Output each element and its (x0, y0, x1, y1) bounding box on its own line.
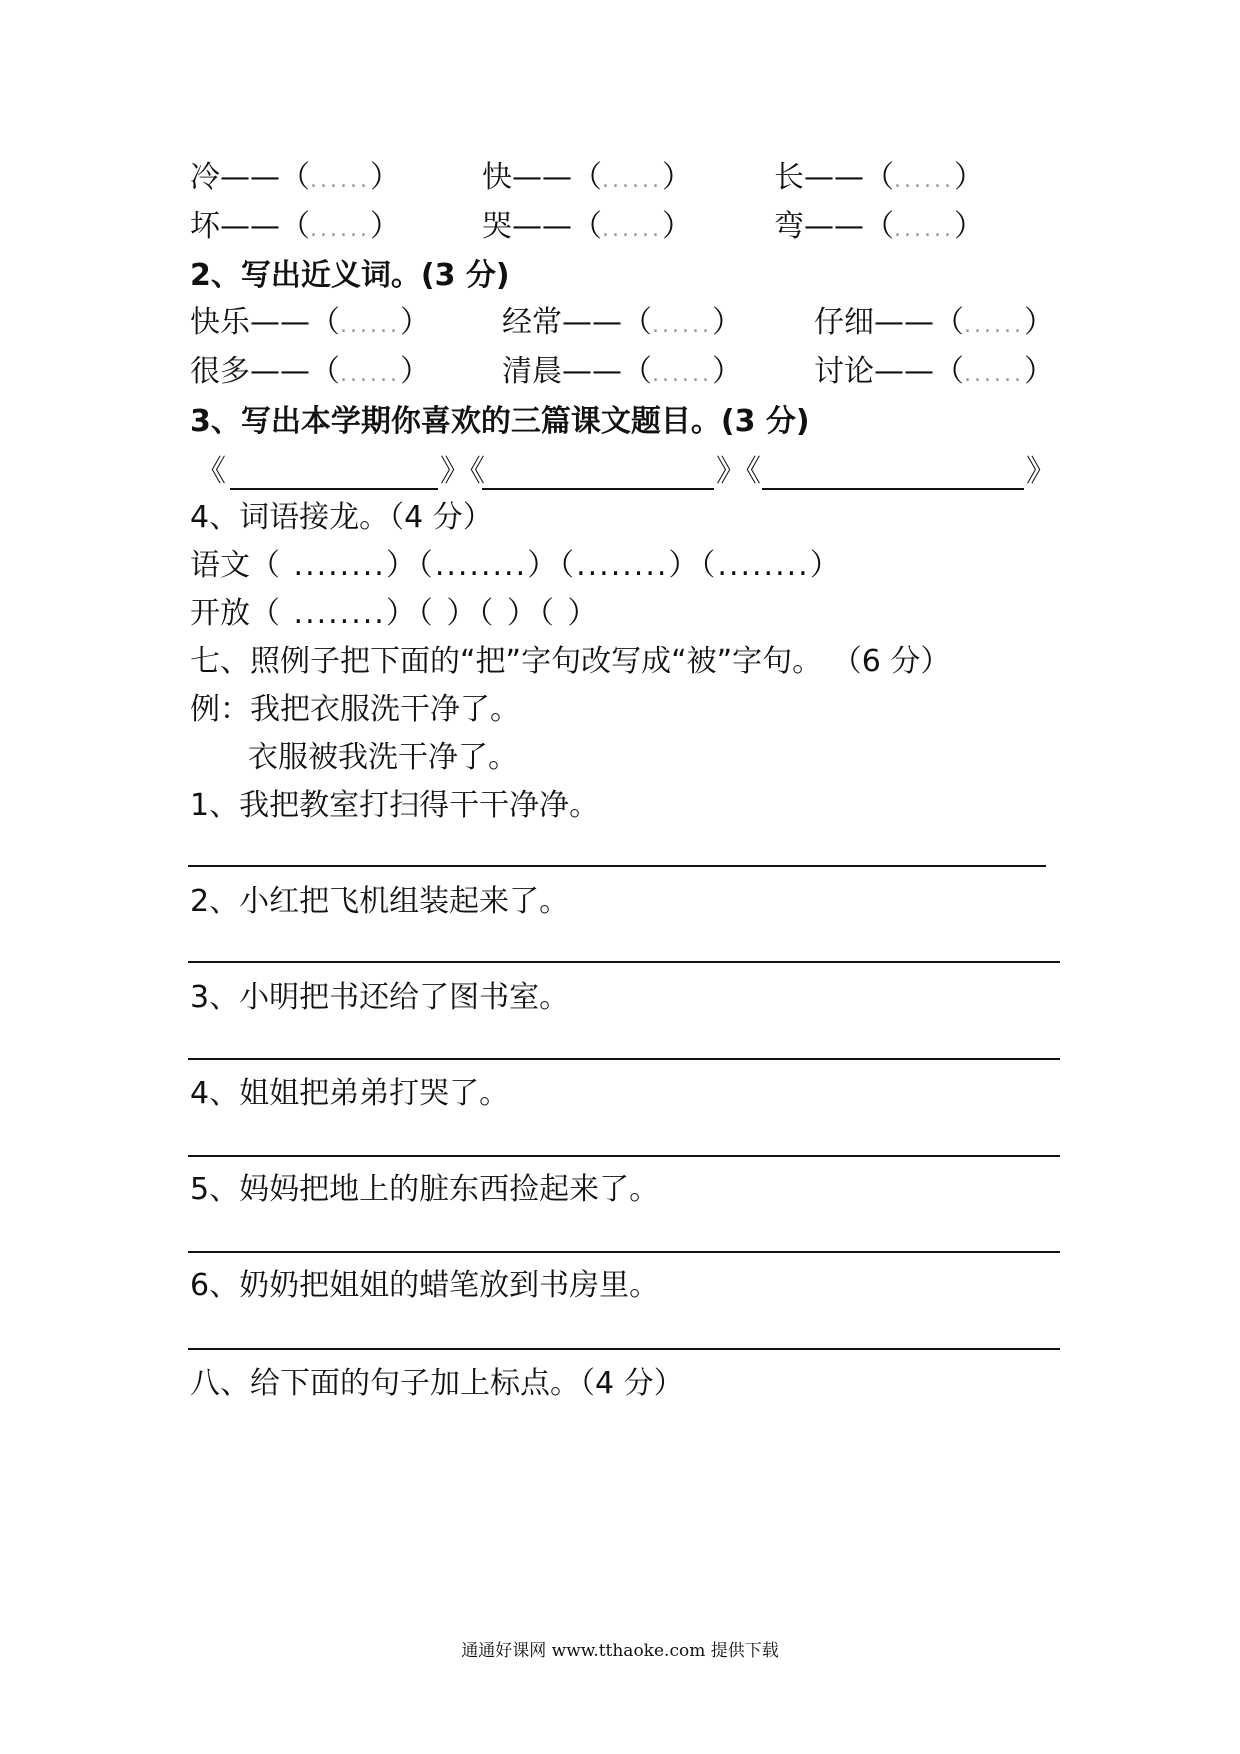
rewrite-item-1: 1、我把教室打扫得干干净净。 (190, 788, 600, 823)
chain-blanks: （ ........）（ ）（ ）（ ） (250, 596, 600, 631)
synonym-item (502, 352, 742, 395)
answer-line-1[interactable] (188, 865, 1046, 867)
book-mark-mid-1: 》《 (440, 454, 485, 489)
close-paren: ） (369, 209, 400, 244)
blank-dots: ...... (894, 217, 954, 242)
item-label: 很多——（ (190, 354, 340, 389)
blank-dots: ...... (964, 362, 1024, 387)
blank-dots: ...... (602, 168, 662, 193)
blank-dots: ...... (652, 313, 712, 338)
item-label: 快乐——（ (190, 305, 340, 340)
antonym-item (190, 207, 400, 250)
rewrite-title: 七、照例子把下面的“把”字句改写成“被”字句。 （6 分） (190, 644, 951, 679)
item-label: 弯——（ (774, 209, 894, 244)
answer-line-3[interactable] (188, 1058, 1060, 1060)
chain-word: 开放 (190, 596, 250, 631)
synonym-item (502, 303, 742, 346)
answer-line-4[interactable] (188, 1155, 1060, 1157)
title-blank-3[interactable] (762, 488, 1024, 490)
blank-dots: ...... (602, 217, 662, 242)
example-sentence: 例：我把衣服洗干净了。 (190, 692, 520, 727)
answer-line-2[interactable] (188, 961, 1060, 963)
antonym-item (482, 207, 692, 250)
item-label: 讨论——（ (814, 354, 964, 389)
close-paren: ） (1023, 305, 1054, 340)
titles-title: 3、写出本学期你喜欢的三篇课文题目。(3 分) (190, 404, 810, 439)
synonym-item (190, 303, 430, 346)
antonym-item (774, 158, 984, 201)
close-paren: ） (1023, 354, 1054, 389)
synonym-item (190, 352, 430, 395)
titles-row (196, 452, 1056, 492)
chain-row-1 (190, 546, 842, 586)
item-label: 冷——（ (190, 160, 310, 195)
book-mark-close: 》 (1026, 454, 1056, 489)
close-paren: ） (399, 305, 430, 340)
answer-line-6[interactable] (188, 1348, 1060, 1350)
antonym-item (190, 158, 400, 201)
rewrite-item-3: 3、小明把书还给了图书室。 (190, 980, 570, 1015)
item-label: 长——（ (774, 160, 894, 195)
antonym-item (482, 158, 692, 201)
close-paren: ） (711, 305, 742, 340)
chain-word: 语文 (190, 548, 250, 583)
chain-row-2 (190, 594, 599, 634)
rewrite-item-6: 6、奶奶把姐姐的蜡笔放到书房里。 (190, 1268, 660, 1303)
item-label: 清晨——（ (502, 354, 652, 389)
synonym-item (814, 352, 1054, 395)
chain-title: 4、词语接龙。（4 分） (190, 500, 493, 535)
item-label: 坏——（ (190, 209, 310, 244)
footer-credit: 通通好课网 www.tthaoke.com 提供下载 (461, 1641, 779, 1661)
blank-dots: ...... (310, 168, 370, 193)
answer-line-5[interactable] (188, 1251, 1060, 1253)
antonym-item (774, 207, 984, 250)
item-label: 经常——（ (502, 305, 652, 340)
close-paren: ） (369, 160, 400, 195)
title-blank-2[interactable] (482, 488, 714, 490)
close-paren: ） (399, 354, 430, 389)
close-paren: ） (953, 160, 984, 195)
item-label: 仔细——（ (814, 305, 964, 340)
rewrite-item-2: 2、小红把飞机组装起来了。 (190, 884, 570, 919)
blank-dots: ...... (340, 313, 400, 338)
item-label: 快——（ (482, 160, 602, 195)
punctuation-title: 八、给下面的句子加上标点。（4 分） (190, 1366, 684, 1401)
close-paren: ） (953, 209, 984, 244)
chain-blanks: （ ........）（........）（........）（........） (250, 548, 842, 583)
rewrite-item-5: 5、妈妈把地上的脏东西捡起来了。 (190, 1172, 660, 1207)
blank-dots: ...... (652, 362, 712, 387)
synonyms-title: 2、写出近义词。(3 分) (190, 258, 510, 293)
synonym-item (814, 303, 1054, 346)
example-answer: 衣服被我洗干净了。 (248, 740, 518, 775)
blank-dots: ...... (310, 217, 370, 242)
blank-dots: ...... (964, 313, 1024, 338)
close-paren: ） (661, 209, 692, 244)
book-mark-mid-2: 》《 (716, 454, 761, 489)
blank-dots: ...... (894, 168, 954, 193)
rewrite-item-4: 4、姐姐把弟弟打哭了。 (190, 1076, 510, 1111)
close-paren: ） (711, 354, 742, 389)
book-mark-open: 《 (196, 454, 226, 489)
close-paren: ） (661, 160, 692, 195)
title-blank-1[interactable] (230, 488, 438, 490)
blank-dots: ...... (340, 362, 400, 387)
item-label: 哭——（ (482, 209, 602, 244)
